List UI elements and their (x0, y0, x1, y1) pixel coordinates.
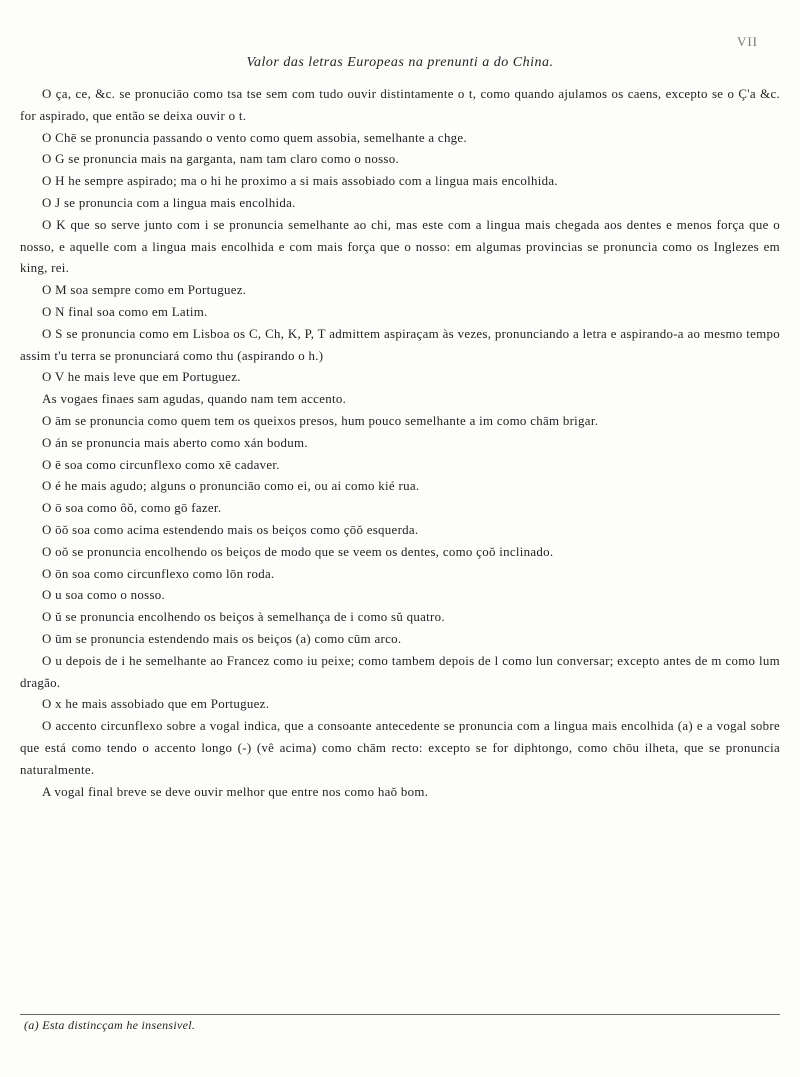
paragraph: O J se pronuncia com a lingua mais encolhida. (42, 195, 296, 210)
paragraph: O x he mais assobiado que em Portuguez. (42, 697, 270, 712)
paragraph: O M soa sempre como em Portuguez. (42, 283, 247, 298)
paragraph: As vogaes finaes sam agudas, quando nam tem accento. (42, 392, 347, 407)
footnote-divider (20, 1014, 780, 1015)
footnote: (a) Esta distincçam he insensivel. (24, 1018, 196, 1032)
paragraph: O ōŏ soa como acima estendendo mais os beiços como çōŏ esquerda. (42, 522, 419, 537)
paragraph: O ē soa como circunflexo como xē cadaver. (42, 457, 280, 472)
paragraph: O H he sempre aspirado; ma o hi he proximo a si mais assobiado com a lingua mais encolhida. (42, 174, 558, 189)
paragraph: O K que so serve junto com i se pronuncia semelhante ao chi, mas este com a lingua mais chegada aos dentes e menos força que o nosso, e aquelle com a lingua mais encolhida e com mais força que o nosso: em algumas provincias se pronuncia como os Inglezes em king, rei. (20, 217, 780, 276)
paragraph: O ūm se pronuncia estendendo mais os beiços (a) como cūm arco. (42, 631, 402, 646)
paragraph: O Chē se pronuncia passando o vento como quem assobia, semelhante a chge. (42, 130, 467, 145)
paragraph: O ō soa como ôŏ, como gō fazer. (42, 501, 222, 516)
paragraph: O u depois de i he semelhante ao Francez como iu peixe; como tambem depois de l como lun conversar; excepto antes de m como lum dragão. (20, 653, 780, 690)
paragraph: O G se pronuncia mais na garganta, nam tam claro como o nosso. (42, 152, 400, 167)
paragraph: O u soa como o nosso. (42, 588, 166, 603)
paragraph: O é he mais agudo; alguns o pronunciāo como ei, ou ai como kié rua. (42, 479, 420, 494)
paragraph: O N final soa como em Latim. (42, 304, 208, 319)
body-text (20, 84, 780, 803)
paragraph: O oŏ se pronuncia encolhendo os beiços de modo que se veem os dentes, como çoŏ inclinado. (42, 544, 554, 559)
paragraph: O ŭ se pronuncia encolhendo os beiços à semelhança de i como sŭ quatro. (42, 610, 445, 625)
paragraph: O ça, ce, &c. se pronuciāo como tsa tse sem com tudo ouvir distintamente o t, como quando ajulamos os caens, excepto se o Ç'a &c. for aspirado, que então se deixa ouvir o t. (20, 87, 780, 123)
paragraph: O accento circunflexo sobre a vogal indica, que a consoante antecedente se pronuncia com a lingua mais encolhida (a) e a vogal sobre que está como tendo o accento longo (-) (vê acima) como chām recto: excepto se for diphtongo, como chōu ilheta, que se pronuncia naturalmente. (20, 719, 780, 777)
paragraph: O án se pronuncia mais aberto como xán bodum. (42, 435, 308, 450)
paragraph: O S se pronuncia como em Lisboa os C, Ch, K, P, T admittem aspiraçam às vezes, pronunciando a letra e aspirando-a ao mesmo tempo assim t'u terra se pronunciará como thu (aspirando o h.) (20, 326, 780, 363)
page-folio: VII (736, 34, 758, 49)
paragraph: O ām se pronuncia como quem tem os queixos presos, hum pouco semelhante a im como chām brigar. (42, 413, 599, 428)
running-head: Valor das letras Europeas na prenunti a do China. (246, 55, 554, 70)
paragraph: A vogal final breve se deve ouvir melhor que entre nos como haŏ bom. (42, 784, 429, 799)
paragraph: O V he mais leve que em Portuguez. (42, 370, 241, 385)
paragraph: O ōn soa como circunflexo como lōn roda. (42, 566, 275, 581)
